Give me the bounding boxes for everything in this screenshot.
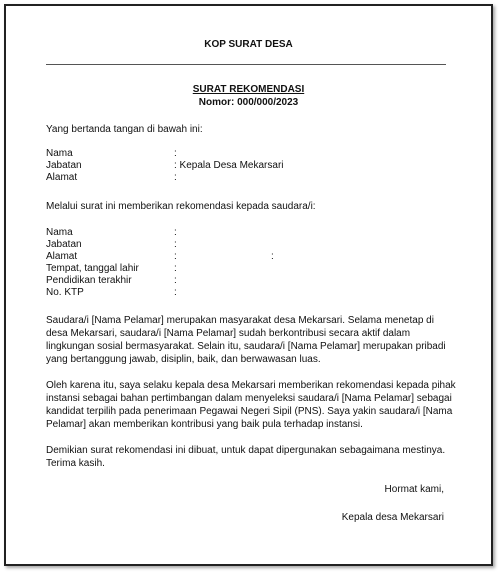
- field-value: : Kepala Desa Mekarsari: [174, 160, 284, 171]
- field-label: Pendidikan terakhir: [46, 275, 132, 286]
- paragraph-recommendation: [46, 379, 462, 431]
- signer-intro: Yang bertanda tangan di bawah ini:: [46, 124, 203, 135]
- field-value: :: [174, 251, 177, 262]
- signature-position: Kepala desa Mekarsari: [341, 512, 444, 523]
- paragraph-line: kandidat terpilih pada penerimaan Pegawai Negeri Sipil (PNS). Saya yakin saudara/i [Nama: [46, 406, 453, 417]
- paragraph-line: instansi sebagai bahan pertimbangan dalam menyeleksi saudara/i [Nama Pelamar] sebagai: [46, 393, 452, 404]
- field-label: Tempat, tanggal lahir: [46, 263, 139, 274]
- field-label: Jabatan: [46, 160, 82, 171]
- field-value: :: [174, 275, 177, 286]
- letter-page: [4, 4, 493, 566]
- field-label: Nama: [46, 148, 73, 159]
- field-extra-colon: :: [271, 251, 274, 262]
- letter-number: Nomor: 000/000/2023: [198, 97, 299, 108]
- paragraph-line: Saudara/i [Nama Pelamar] merupakan masyarakat desa Mekarsari. Selama menetap di: [46, 315, 434, 326]
- field-label: Nama: [46, 227, 73, 238]
- field-label: Alamat: [46, 172, 78, 183]
- paragraph-line: Oleh karena itu, saya selaku kepala desa Mekarsari memberikan rekomendasi kepada pihak: [46, 380, 456, 391]
- recommend-intro: Melalui surat ini memberikan rekomendasi kepada saudara/i:: [46, 201, 316, 212]
- paragraph-line: Pelamar] akan memberikan kontribusi yang baik pula terhadap instansi.: [46, 419, 363, 430]
- paragraph-line: yang bertanggung jawab, disiplin, baik, dan berwawasan luas.: [46, 354, 321, 365]
- paragraph-profile: [46, 314, 462, 366]
- paragraph-line: Demikian surat rekomendasi ini dibuat, untuk dapat dipergunakan sebagaimana mestinya.: [46, 445, 446, 456]
- field-label: No. KTP: [46, 287, 84, 298]
- letterhead-title: KOP SURAT DESA: [204, 39, 293, 50]
- signature-greeting: Hormat kami,: [384, 484, 444, 495]
- letterhead-divider: [46, 64, 446, 65]
- field-value: :: [174, 239, 177, 250]
- field-label: Alamat: [46, 251, 78, 262]
- field-value: :: [174, 287, 177, 298]
- field-value: :: [174, 148, 177, 159]
- paragraph-closing: [46, 444, 462, 470]
- field-label: Jabatan: [46, 239, 82, 250]
- paragraph-line: desa Mekarsari, saudara/i [Nama Pelamar] sudah berkontribusi secara aktif dalam: [46, 328, 411, 339]
- field-value: :: [174, 227, 177, 238]
- letter-title: SURAT REKOMENDASI: [192, 84, 305, 95]
- field-value: :: [174, 172, 177, 183]
- field-value: :: [174, 263, 177, 274]
- paragraph-line: lingkungan sosial bermasyarakat. Selain itu, saudara/i [Nama Pelamar] merupakan pribadi: [46, 341, 446, 352]
- paragraph-line: Terima kasih.: [46, 458, 105, 469]
